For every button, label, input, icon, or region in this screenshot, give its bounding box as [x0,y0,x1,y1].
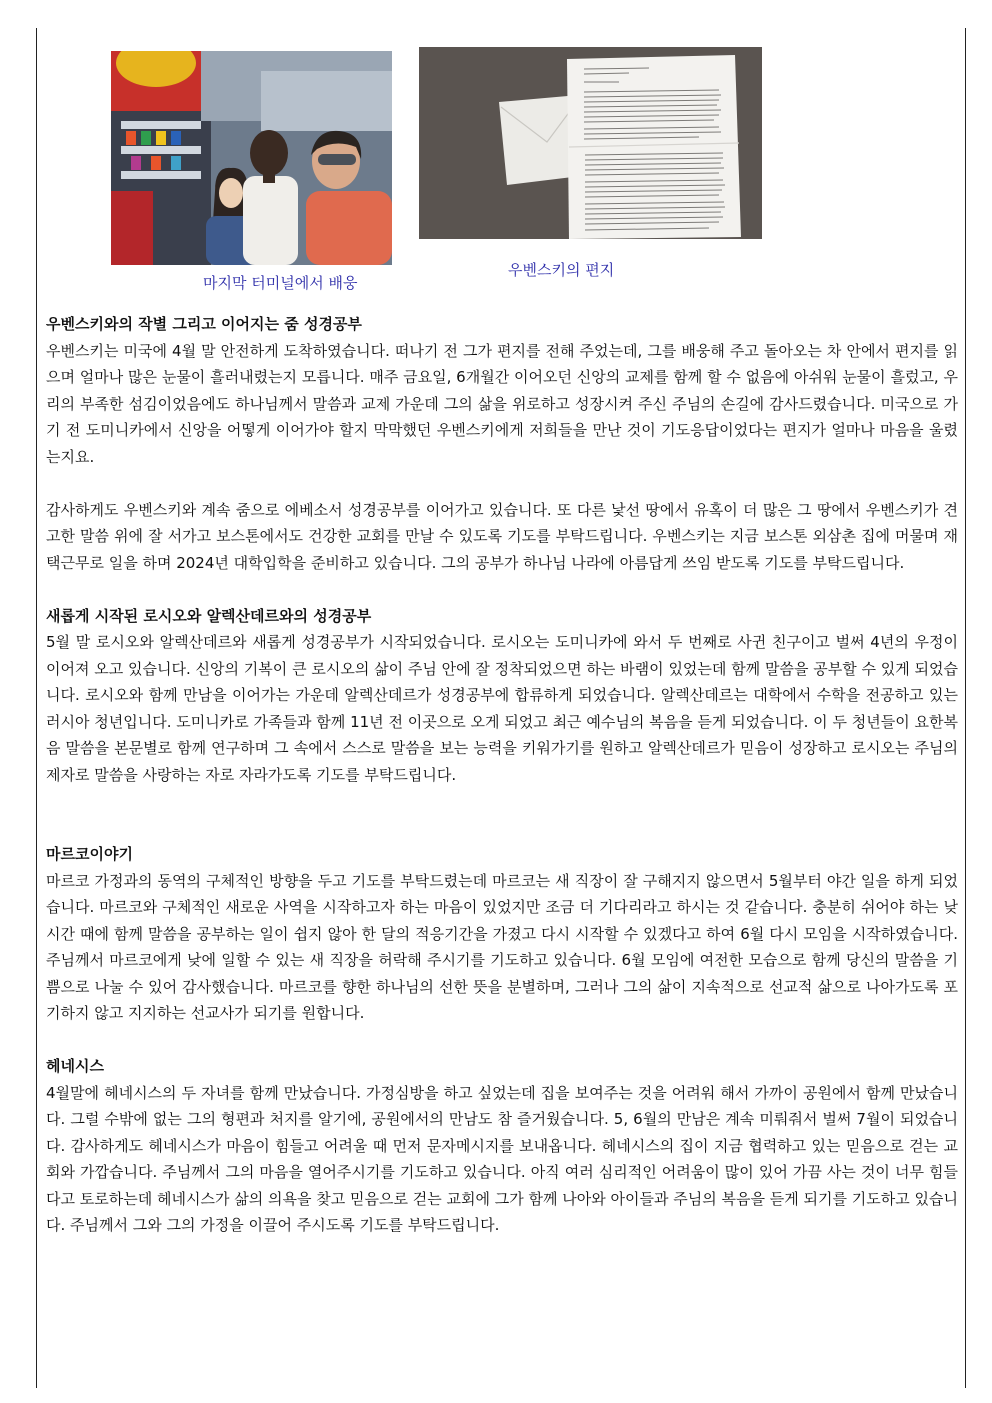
letter-photo [419,47,762,239]
section-heading: 우벤스키와의 작별 그리고 이어지는 줌 성경공부 [46,315,362,333]
section-heading: 새롭게 시작된 로시오와 알렉산데르와의 성경공부 [46,606,372,625]
section-heading: 마르코이야기 [46,845,133,863]
section-ubensky [46,311,958,576]
paragraph: 4월말에 헤네시스의 두 자녀를 함께 만났습니다. 가정심방을 하고 싶었는데 집을 보여주는 것을 어려워 해서 가까이 공원에서 함께 만났습니다. 그럴 수밖에 없는 그의 형편과 처지를 알기에, 공원에서의 만남도 참 즐거웠습니다. 5, 6월의 만남은 계속 미뤄줘서 벌써 7월이 되었습니다. 감사하게도 헤네시스가 마음이 힘들고 어려울 때 먼저 문자메시지를 보내옵니다. 헤네시스의 집이 지금 협력하고 있는 믿음으로 걷는 교회와 가깝습니다. 주님께서 그의 마음을 열어주시기를 기도하고 있습니다. 아직 여러 심리적인 어려움이 많이 있어 가끔 사는 것이 너무 힘들다고 토로하는데 헤네시스가 삶의 의욕을 찾고 믿음으로 걷는 교회에 그가 함께 나아와 아이들과 주님의 복음을 듣게 되기를 기도하고 있습니다. 주님께서 그와 그의 가정을 이끌어 주시도록 기도를 부탁드립니다. [46,1083,958,1234]
paragraph: 감사하게도 우벤스키와 계속 줌으로 에베소서 성경공부를 이어가고 있습니다. 또 다른 낯선 땅에서 유혹이 더 많은 그 땅에서 우벤스키가 견고한 말씀 위에 잘 서가고 보스톤에서도 건강한 교회를 만날 수 있도록 기도를 부탁드립니다. 우벤스키는 지금 보스톤 외삼촌 집에 머물며 재택근무로 일을 하며 2024년 대학입학을 준비하고 있습니다. 그의 공부가 하나님 나라에 아름답게 쓰임 받도록 기도를 부탁드립니다. [46,500,958,572]
section-heading: 헤네시스 [46,1057,104,1075]
left-border-line [36,28,37,1388]
farewell-photo-caption: 마지막 터미널에서 배웅 [203,274,358,292]
letter-photo-caption: 우벤스키의 편지 [508,261,615,279]
section-rocio-alexander [46,603,958,789]
paragraph: 5월 말 로시오와 알렉산데르와 새롭게 성경공부가 시작되었습니다. 로시오는 도미니카에 와서 두 번째로 사귄 친구이고 벌써 4년의 우정이 이어져 오고 있습니다. 신앙의 기복이 큰 로시오의 삶이 주님 안에 잘 정착되었으면 하는 바램이 있었는데 함께 말씀을 공부할 수 있게 되었습니다. 로시오와 함께 만남을 이어가는 가운데 알렉산데르가 성경공부에 합류하게 되었습니다. 알렉산데르는 대학에서 수학을 전공하고 있는 러시아 청년입니다. 도미니카로 가족들과 함께 11년 전 이곳으로 오게 되었고 최근 예수님의 복음을 듣게 되었습니다. 이 두 청년들이 요한복음 말씀을 본문별로 함께 연구하며 그 속에서 스스로 말씀을 보는 능력을 키워가기를 원하고 알렉산데르가 믿음이 성장하고 로시오는 주님의 제자로 말씀을 사랑하는 자로 자라가도록 기도를 부탁드립니다. [46,633,958,784]
section-marco [46,841,958,1027]
paragraph: 마르코 가정과의 동역의 구체적인 방향을 두고 기도를 부탁드렸는데 마르코는 새 직장이 잘 구해지지 않으면서 5월부터 야간 일을 하게 되었습니다. 마르코와 구체적인 새로운 사역을 시작하고자 하는 마음이 있었지만 조금 더 기다리라고 하시는 것 같습니다. 충분히 쉬어야 하는 낮 시간 때에 함께 말씀을 공부하는 일이 쉽지 않아 한 달의 적응기간을 가졌고 다시 시작할 수 있겠다고 하여 6월 다시 모임을 시작하였습니다. 주님께서 마르코에게 낮에 일할 수 있는 새 직장을 허락해 주시기를 기도하고 있습니다. 6월 모임에 여전한 모습으로 함께 당신의 말씀을 기쁨으로 나눌 수 있어 감사했습니다. 마르코를 향한 하나님의 선한 뜻을 분별하며, 그러나 그의 삶이 지속적으로 선교적 삶으로 나아가도록 포기하지 않고 지지하는 선교사가 되기를 원합니다. [46,871,958,1022]
right-border-line [965,28,966,1388]
paragraph: 우벤스키는 미국에 4월 말 안전하게 도착하였습니다. 떠나기 전 그가 편지를 전해 주었는데, 그를 배웅해 주고 돌아오는 차 안에서 편지를 읽으며 얼마나 많은 눈물이 흘러내렸는지 모릅니다. 매주 금요일, 6개월간 이어오던 신앙의 교제를 함께 할 수 없음에 아쉬워 눈물이 흘렀고, 우리의 부족한 섬김이었음에도 하나님께서 말씀과 교제 가운데 그의 삶을 위로하고 성장시켜 주신 주님의 손길에 감사드렸습니다. 미국으로 가기 전 도미니카에서 신앙을 어떻게 이어가야 할지 막막했던 우벤스키에게 저희들을 만난 것이 기도응답이었다는 편지가 얼마나 마음을 울렸는지요. [46,341,958,466]
article-body [46,311,958,1239]
farewell-photo [111,51,392,265]
section-genesis [46,1053,958,1239]
